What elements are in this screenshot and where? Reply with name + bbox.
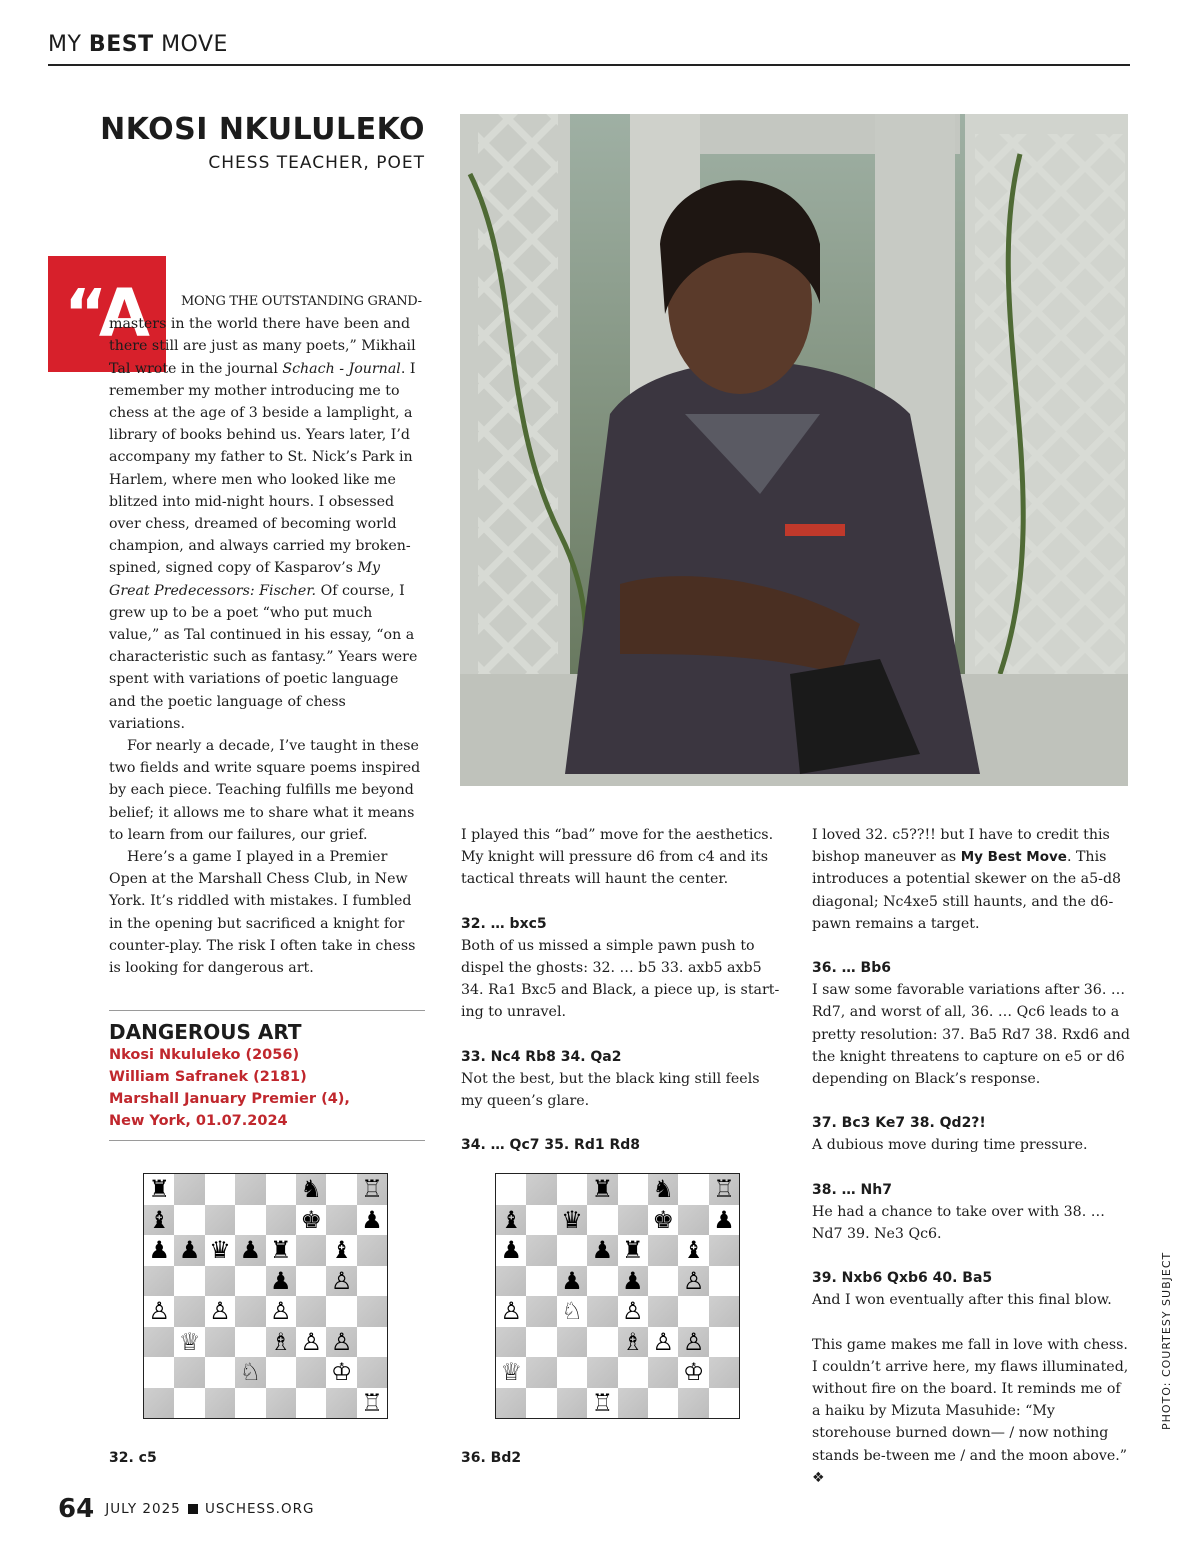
- white-bishop-icon: ♗: [622, 1327, 644, 1356]
- board-square: [296, 1266, 326, 1297]
- white-pawn-icon: ♙: [270, 1297, 292, 1325]
- black-pawn-icon: ♟: [713, 1205, 735, 1234]
- board-square: [709, 1235, 739, 1266]
- board-square: [266, 1388, 296, 1419]
- board-square: [174, 1266, 204, 1297]
- board-square: [357, 1357, 387, 1388]
- board-square: [326, 1174, 356, 1205]
- board-square: [144, 1388, 174, 1419]
- board-square: [526, 1296, 556, 1327]
- white-queen-icon: ♕: [178, 1327, 201, 1356]
- black-pawn-icon: ♟: [591, 1236, 614, 1264]
- author-name: NKOSI NKULULEKO: [100, 112, 425, 147]
- board-square: [144, 1266, 174, 1297]
- board-square: [266, 1205, 296, 1236]
- board-square: [587, 1266, 617, 1297]
- board-square: [144, 1327, 174, 1358]
- white-pawn-icon: ♙: [300, 1327, 322, 1356]
- white-king-icon: ♔: [330, 1358, 353, 1386]
- black-knight-icon: ♞: [300, 1175, 322, 1203]
- move-heading: 32. … bxc5: [461, 915, 547, 932]
- paragraph: A dubious move during time pressure.: [812, 1137, 1088, 1154]
- section-label: MY BEST MOVE: [48, 32, 228, 57]
- black-pawn-icon: ♟: [239, 1236, 262, 1264]
- event-place-date: New York, 01.07.2024: [109, 1113, 288, 1129]
- board-square: [618, 1357, 648, 1388]
- column-1: [109, 290, 425, 979]
- board-square: [648, 1235, 678, 1266]
- board-square: [174, 1205, 204, 1236]
- black-rook-icon: ♜: [591, 1175, 614, 1203]
- white-rook-icon: ♖: [713, 1175, 735, 1203]
- photo-credit: PHOTO: COURTESY SUBJECT: [1160, 1251, 1173, 1430]
- column-2: [461, 824, 781, 1156]
- move-heading: 36. … Bb6: [812, 960, 891, 977]
- move-heading: 37. Bc3 Ke7 38. Qd2?!: [812, 1115, 986, 1132]
- black-pawn-icon: ♟: [561, 1266, 583, 1295]
- board-square: [235, 1327, 265, 1358]
- board-square: [235, 1296, 265, 1327]
- black-pawn-icon: ♟: [500, 1236, 522, 1264]
- board-square: [326, 1205, 356, 1236]
- board-square: [205, 1327, 235, 1358]
- white-king-icon: ♔: [682, 1358, 705, 1386]
- black-rook-icon: ♜: [622, 1236, 644, 1264]
- white-knight-icon: ♘: [239, 1358, 262, 1386]
- white-pawn-icon: ♙: [330, 1266, 353, 1295]
- board-square: [557, 1174, 587, 1205]
- white-pawn-icon: ♙: [682, 1266, 705, 1295]
- page-number: 64: [58, 1494, 95, 1524]
- board-square: [678, 1388, 708, 1419]
- white-pawn-icon: ♙: [652, 1327, 674, 1356]
- paragraph: He had a chance to take over with 38. … Nd7 39. Ne3 Qc6.: [812, 1203, 1105, 1243]
- black-pawn-icon: ♟: [622, 1266, 644, 1295]
- board-square: [618, 1174, 648, 1205]
- black-bishop-icon: ♝: [330, 1236, 353, 1264]
- game-header: [109, 1010, 425, 1141]
- board-square: [557, 1357, 587, 1388]
- board-square: [709, 1296, 739, 1327]
- board-square: [557, 1235, 587, 1266]
- drop-cap: “A: [48, 256, 166, 372]
- white-pawn-icon: ♙: [148, 1297, 170, 1325]
- white-queen-icon: ♕: [500, 1358, 522, 1386]
- white-player: Nkosi Nkululeko (2056): [109, 1047, 300, 1063]
- board-square: [205, 1174, 235, 1205]
- game-title: DANGEROUS ART: [109, 1020, 302, 1044]
- board-square: [235, 1266, 265, 1297]
- paragraph: And I won eventually after this final blow.: [812, 1292, 1112, 1309]
- site-name: USCHESS.ORG: [204, 1501, 315, 1517]
- white-rook-icon: ♖: [361, 1388, 383, 1417]
- board-square: [709, 1327, 739, 1358]
- board-square: [557, 1327, 587, 1358]
- white-pawn-icon: ♙: [500, 1297, 522, 1325]
- chess-diagram-1: [143, 1173, 388, 1419]
- paragraph: I saw some favorable variations after 36. … Rd7, and worst of all, 36. … Qc6 leads to a pretty resolution: 37. Ba5 Rd7 38. Rxd6 and the knight threatens to capture on e5 or d6 depending on Black’s response.: [812, 982, 1130, 1088]
- end-mark-icon: ❖: [812, 1469, 825, 1486]
- black-bishop-icon: ♝: [682, 1236, 705, 1264]
- separator-square: [188, 1504, 198, 1514]
- board-square: [526, 1388, 556, 1419]
- author-photo: [460, 114, 1128, 786]
- black-pawn-icon: ♟: [178, 1236, 201, 1264]
- board-square: [205, 1388, 235, 1419]
- paragraph: Both of us missed a simple pawn push to dispel the ghosts: 32. … b5 33. axb5 axb5 34. Ra1 Bxc5 and Black, a piece up, is start-ing to unravel.: [461, 937, 780, 1021]
- paragraph-1: masters in the world there have been and there still are just as many poets,” Mikhail Tal wrote in the journal Schach - Journal. I remember my mother introducing me to chess at the age of 3 beside a lamplight, a library of books behind us. Years later, I’d accompany my father to St. Nick’s Park in Harlem, where men who looked like me blitzed into mid-night hours. I obsessed over chess, dreamed of becoming world champion, and always carried my broken-spined, signed copy of Kasparov’s My Great Predecessors: Fischer. Of course, I grew up to be a poet “who put much value,” as Tal continued in his essay, “on a characteristic such as fantasy.” Years were spent with variations of poetic language and the poetic language of chess variations.: [109, 316, 418, 732]
- board-square: [235, 1205, 265, 1236]
- board-square: [648, 1388, 678, 1419]
- diagram-caption-2: 36. Bd2: [461, 1450, 522, 1466]
- board-square: [235, 1388, 265, 1419]
- board-square: [526, 1266, 556, 1297]
- board-square: [496, 1388, 526, 1419]
- board-square: [526, 1327, 556, 1358]
- board-square: [205, 1205, 235, 1236]
- white-rook-icon: ♖: [361, 1175, 383, 1203]
- board-square: [526, 1357, 556, 1388]
- board-square: [678, 1174, 708, 1205]
- black-queen-icon: ♛: [561, 1205, 583, 1234]
- black-queen-icon: ♛: [209, 1236, 231, 1264]
- black-bishop-icon: ♝: [148, 1205, 170, 1234]
- paragraph: Not the best, but the black king still feels my queen’s glare.: [461, 1070, 760, 1110]
- board-square: [266, 1357, 296, 1388]
- board-square: [648, 1266, 678, 1297]
- paragraph-2: For nearly a decade, I’ve taught in these two fields and write square poems inspired by each piece. Teaching fulfills me beyond belief; it allows me to share what it means to learn from our failures, our grief.: [109, 738, 421, 843]
- board-square: [144, 1357, 174, 1388]
- board-square: [709, 1266, 739, 1297]
- board-square: [618, 1205, 648, 1236]
- board-square: [526, 1235, 556, 1266]
- board-square: [174, 1296, 204, 1327]
- board-square: [709, 1388, 739, 1419]
- chess-diagram-2: [495, 1173, 740, 1419]
- move-heading: 34. … Qc7 35. Rd1 Rd8: [461, 1137, 640, 1154]
- move-heading: 39. Nxb6 Qxb6 40. Ba5: [812, 1270, 993, 1287]
- black-rook-icon: ♜: [270, 1236, 292, 1264]
- white-pawn-icon: ♙: [682, 1327, 705, 1356]
- board-square: [587, 1205, 617, 1236]
- board-square: [557, 1388, 587, 1419]
- byline: [65, 112, 425, 173]
- board-square: [496, 1327, 526, 1358]
- black-pawn-icon: ♟: [270, 1266, 292, 1295]
- opener-caps: MONG THE OUTSTANDING GRAND-: [181, 294, 422, 309]
- board-square: [357, 1266, 387, 1297]
- move-heading: 38. … Nh7: [812, 1181, 892, 1198]
- black-rook-icon: ♜: [148, 1175, 170, 1203]
- board-square: [174, 1357, 204, 1388]
- board-square: [296, 1388, 326, 1419]
- board-square: [205, 1266, 235, 1297]
- footer: [58, 1494, 314, 1524]
- white-pawn-icon: ♙: [622, 1297, 644, 1325]
- board-square: [174, 1174, 204, 1205]
- board-square: [296, 1357, 326, 1388]
- board-square: [326, 1388, 356, 1419]
- game-header-rule: [109, 1140, 425, 1141]
- black-knight-icon: ♞: [652, 1175, 674, 1203]
- board-square: [235, 1174, 265, 1205]
- board-square: [174, 1388, 204, 1419]
- board-square: [587, 1327, 617, 1358]
- white-rook-icon: ♖: [591, 1388, 614, 1417]
- white-pawn-icon: ♙: [209, 1297, 231, 1325]
- black-pawn-icon: ♟: [361, 1205, 383, 1234]
- board-square: [326, 1296, 356, 1327]
- board-square: [678, 1296, 708, 1327]
- paragraph: This game makes me fall in love with chess. I couldn’t arrive here, my flaws illuminated, without fire on the board. It reminds me of a haiku by Mizuta Masuhide: “My storehouse burned down— / now nothing stands be-tween me / and the moon above.” ❖: [812, 1336, 1129, 1486]
- author-role: CHESS TEACHER, POET: [208, 153, 425, 173]
- event-name: Marshall January Premier (4),: [109, 1091, 350, 1107]
- diagram-caption-1: 32. c5: [109, 1450, 157, 1466]
- issue-date: JULY 2025: [105, 1501, 181, 1517]
- paragraph: I played this “bad” move for the aesthetics. My knight will pressure d6 from c4 and its tactical threats will haunt the center.: [461, 827, 774, 888]
- black-king-icon: ♚: [300, 1205, 322, 1234]
- black-king-icon: ♚: [652, 1205, 674, 1234]
- board-square: [357, 1235, 387, 1266]
- board-square: [296, 1296, 326, 1327]
- white-bishop-icon: ♗: [270, 1327, 292, 1356]
- board-square: [496, 1174, 526, 1205]
- black-pawn-icon: ♟: [148, 1236, 170, 1264]
- board-square: [526, 1174, 556, 1205]
- board-square: [296, 1235, 326, 1266]
- move-heading: 33. Nc4 Rb8 34. Qa2: [461, 1048, 622, 1065]
- board-square: [709, 1357, 739, 1388]
- top-rule: [48, 64, 1130, 66]
- board-square: [648, 1357, 678, 1388]
- board-square: [526, 1205, 556, 1236]
- paragraph: I loved 32. c5??!! but I have to credit this bishop maneuver as My Best Move. This introduces a potential skewer on the a5-d8 diagonal; Nc4xe5 still haunts, and the d6-pawn remains a target.: [812, 827, 1122, 932]
- board-square: [357, 1296, 387, 1327]
- white-pawn-icon: ♙: [330, 1327, 353, 1356]
- board-square: [205, 1357, 235, 1388]
- black-bishop-icon: ♝: [500, 1205, 522, 1234]
- board-square: [678, 1205, 708, 1236]
- board-square: [618, 1388, 648, 1419]
- board-square: [357, 1327, 387, 1358]
- board-square: [587, 1357, 617, 1388]
- board-square: [587, 1296, 617, 1327]
- paragraph-3: Here’s a game I played in a Premier Open at the Marshall Chess Club, in New York. It’s riddled with mistakes. I fumbled in the opening but sacrificed a knight for counter-play. The risk I often take in chess is looking for dangerous art.: [109, 849, 416, 977]
- board-square: [266, 1174, 296, 1205]
- black-player: William Safranek (2181): [109, 1069, 307, 1085]
- white-knight-icon: ♘: [561, 1297, 583, 1325]
- board-square: [648, 1296, 678, 1327]
- column-3: [812, 824, 1132, 1489]
- board-square: [496, 1266, 526, 1297]
